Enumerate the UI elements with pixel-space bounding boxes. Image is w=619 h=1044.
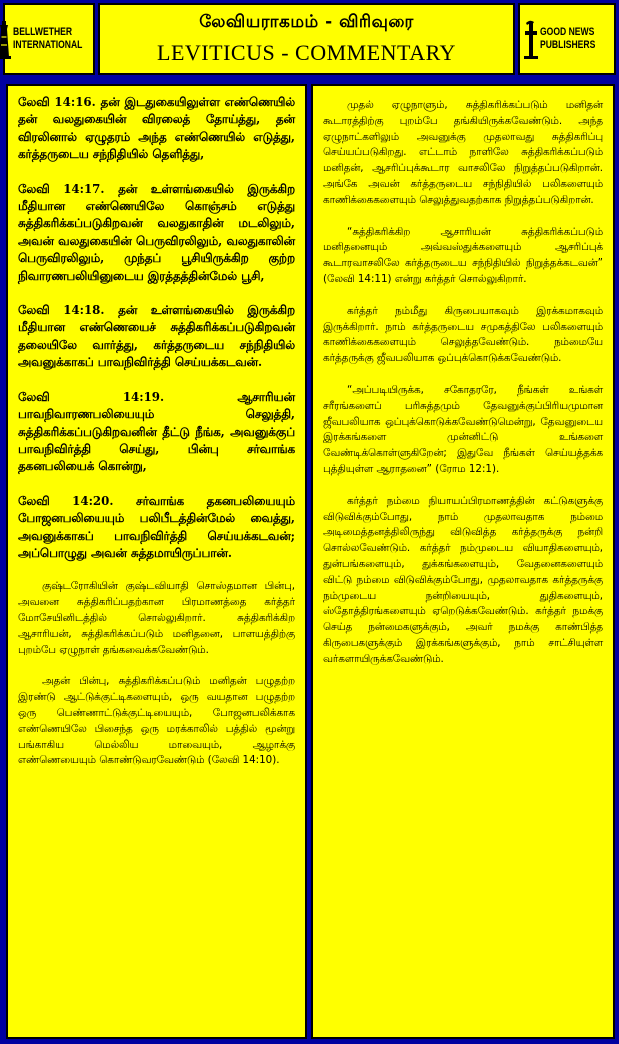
verse-14-19: லேவி 14:19. ஆசாரியன் பாவநிவாரணபலியையும் செலுத்தி, சுத்திகரிக்கப்படுகிறவனின் தீட்டு நீங்க, அவனுக்குப் பாவநிவிர்த்தி செய்து, பின்பு சர்வாங்க தகனபலியைக் கொன்று, xyxy=(18,389,295,474)
commentary-paragraph: “அப்படியிருக்க, சகோதரரே, நீங்கள் உங்கள் சரீரங்களைப் பரிசுத்தமும் தேவனுக்குப்பிரியமுமான ஜீவபலியாக ஒப்புக்கொடுக்கவேண்டுமென்று, தேவனுடைய இரக்கங்களை முன்னிட்டு உங்களை வேண்டிக்கொள்ளுகிறேன்; இதுவே நீங்கள் செய்யத்தக்க புத்தியுள்ள ஆராதனை” (ரோம 12:1). xyxy=(323,383,603,475)
right-column xyxy=(311,84,615,1039)
verse-14-17: லேவி 14:17. தன் உள்ளங்கையில் இருக்கிற மீதியான எண்ணெயிலே கொஞ்சம் எடுத்து சுத்திகரிக்கப்படுகிறவன் வலதுகாதின் மடலிலும், அவன் வலதுகையின் பெருவிரலிலும், வலதுகாலின் பெருவிரலிலும், முந்தப் பூசியிருக்கிற குற்ற நிவாரணபலியினுடைய இரத்தத்தின்மேல் பூசி, xyxy=(18,181,295,283)
good-news-logo xyxy=(518,3,616,75)
commentary-paragraph: “சுத்திகரிக்கிற ஆசாரியன் சுத்திகரிக்கப்படும் மனிதனையும் அவ்வஸ்துக்களையும் ஆசரிப்புக் கூடாரவாசலிலே கர்த்தருடைய சந்நிதியில் நிறுத்தக்கடவன்” (லேவி 14:11) என்று கர்த்தர் சொல்லுகிறார். xyxy=(323,225,603,285)
verse-14-20: லேவி 14:20. சர்வாங்க தகனபலியையும் போஜனபலியையும் பலிபீடத்தின்மேல் வைத்து, அவனுக்காகப் பாவநிவிர்த்தி செய்யக்கடவன்; அப்பொழுது அவன் சுத்தமாயிருப்பான். xyxy=(18,493,295,560)
header xyxy=(3,3,616,75)
bellwether-logo-line2: INTERNATIONAL xyxy=(12,39,82,51)
good-news-logo-line1: GOOD NEWS xyxy=(539,26,594,38)
verse-14-16: லேவி 14:16. தன் இடதுகையிலுள்ள எண்ணெயில் தன் வலதுகையின் விரலைத் தோய்த்து, தன் விரலினால் ஏழுதரம் அந்த எண்ணெயில் எடுத்து, கர்த்தருடைய சந்நிதியில் தெளித்து, xyxy=(18,95,295,162)
bellwether-logo-line1: BELLWETHER xyxy=(12,26,72,38)
cross-bird-icon xyxy=(524,19,538,59)
bellwether-logo xyxy=(3,3,95,75)
title-english: LEVITICUS - COMMENTARY xyxy=(157,40,456,65)
good-news-logo-line2: PUBLISHERS xyxy=(539,39,595,51)
comment-paragraph: குஷ்டரோகியின் குஷ்டவியாதி சொஸ்தமான பின்பு, அவனை சுத்திகரிப்பதற்கான பிரமாணத்தை கர்த்தர் மோசேயினிடத்தில் சொல்லுகிறார். சுத்திகரிக்கிற ஆசாரியன், சுத்திகரிக்கப்படும் மனிதனை, பாளயத்திற்கு புறம்பே ஏழுநாள் தங்கவைக்கவேண்டும். xyxy=(18,580,295,656)
left-column xyxy=(6,84,307,1039)
verse-14-18: லேவி 14:18. தன் உள்ளங்கையில் இருக்கிற மீதியான எண்ணெயைச் சுத்திகரிக்கப்படுகிறவன் தலையிலே வார்த்து, கர்த்தருடைய சந்நிதியில் அவனுக்காகப் பாவநிவிர்த்தி செய்யக்கடவன். xyxy=(18,303,295,370)
title-box xyxy=(98,3,515,75)
title-tamil: லேவியராகமம் - விரிவுரை xyxy=(199,12,414,32)
commentary-paragraph: கர்த்தர் நம்மை நியாயப்பிரமாணத்தின் கட்டுகளுக்கு விடுவிக்கும்போது, நாம் முதலாவதாக நம்மை அடிமைத்தனத்திலிருந்து விடுவித்த கர்த்தருக்கு நன்றி சொல்லவேண்டும். கர்த்தர் நம்முடைய வியாதிகளையும், துன்பங்களையும், துக்கங்களையும், வேதனைகளையும் விட்டு நம்மை விடுவிக்கும்போது, முதலாவதாக கர்த்தருக்கு நம்முடைய நன்றியையும், துதிகளையும், ஸ்தோத்திரங்களையும் ஏறெடுக்கவேண்டும். கர்த்தர் நமக்கு செய்த நன்மைகளுக்கும், அவர் நமக்கு காண்பித்த கிருபைகளுக்கும் இரக்கங்களுக்கும், நாம் சாட்சியுள்ள வர்களாயிருக்கவேண்டும். xyxy=(323,494,603,665)
commentary-paragraph: கர்த்தர் நம்மீது கிருபையாகவும் இரக்கமாகவும் இருக்கிறார். நாம் கர்த்தருடைய சமுகத்திலே பலிகளையும் காணிக்கைகளையும் செலுத்தவேண்டும். நம்மையே கர்த்தருக்கு ஜீவபலியாக ஒப்புக்கொடுக்கவேண்டும். xyxy=(323,304,603,365)
commentary-paragraph: முதல் ஏழுநாளும், சுத்திகரிக்கப்படும் மனிதன் கூடாரத்திற்கு புறம்பே தங்கியிருக்கவேண்டும். அந்த ஏழுநாட்களிலும் அவனுக்கு முதலாவது சுத்திகரிப்பு செய்யப்படுகிறது. எட்டாம் நாளிலே சுத்திகரிக்கப்படும் மனிதன், ஆசரிப்புக்கூடார வாசலிலே நிறுத்தப்படுகிறான். அங்கே அவன் கர்த்தருடைய சந்நிதியில் பலிகளையும் காணிக்கைகளையும் செலுத்துவதற்காக நிறுத்தப்படுகிறான். xyxy=(323,99,603,206)
comment-paragraph: அதன் பின்பு, சுத்திகரிக்கப்படும் மனிதன் பழுதற்ற இரண்டு ஆட்டுக்குட்டிகளையும், ஒரு வயதான பழுதற்ற ஒரு பெண்ணாட்டுக்குட்டியையும், போஜனபலிக்காக எண்ணெயிலே பிசைந்த ஒரு மரக்காலில் பத்தில் மூன்று பங்காகிய மெல்லிய மாவையும், ஆழாக்கு எண்ணெயையும் கொண்டுவரவேண்டும் (லேவி 14:10). xyxy=(18,675,295,767)
lighthouse-icon xyxy=(0,19,11,59)
